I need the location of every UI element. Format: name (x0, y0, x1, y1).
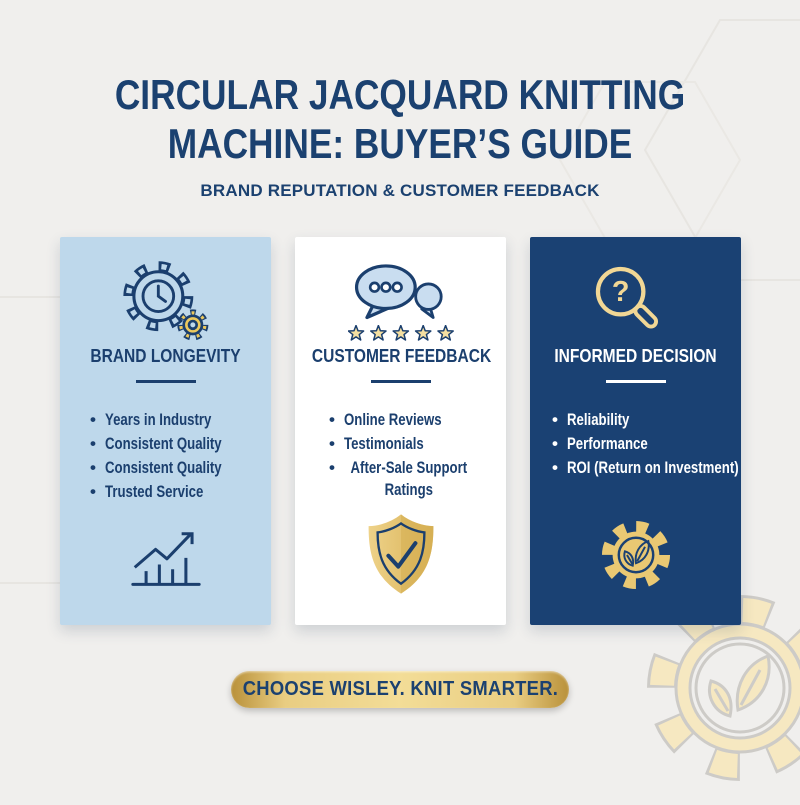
svg-text:?: ? (611, 275, 629, 308)
cta-banner (231, 671, 569, 708)
cta-banner-label: CHOOSE WISLEY. KNIT SMARTER. (242, 678, 558, 700)
gear-clock-icon (60, 253, 271, 347)
five-stars-icon (348, 325, 454, 342)
card-title: BRAND LONGEVITY (90, 345, 241, 366)
bullet-item: • Reliability (552, 409, 741, 431)
bullet-item: • After-Sale Support Ratings (329, 457, 506, 502)
cards-row (60, 237, 741, 625)
chat-bubbles-icon (349, 259, 453, 323)
card-customer-feedback (295, 237, 506, 625)
bullet-list (530, 409, 741, 480)
page-subtitle: BRAND REPUTATION & CUSTOMER FEEDBACK (200, 181, 600, 201)
bullet-item: • Testimonials (329, 433, 506, 455)
bullet-item: • Performance (552, 433, 741, 455)
page-title-line-1: CIRCULAR JACQUARD KNITTING (114, 71, 686, 118)
bullet-item: • Consistent Quality (90, 457, 271, 479)
card-brand-longevity (60, 237, 271, 625)
title-divider (136, 380, 196, 383)
header (0, 70, 800, 201)
gear-leaf-icon (530, 514, 741, 596)
card-title: INFORMED DECISION (554, 345, 717, 366)
bullet-item: • Trusted Service (90, 481, 271, 503)
bullet-item: • ROI (Return on Investment) (552, 457, 741, 479)
chat-bubbles-rating-icon (295, 253, 506, 347)
growth-chart-icon (60, 520, 271, 592)
page-title-line-2: MACHINE: BUYER’S GUIDE (167, 120, 633, 168)
bullet-item: • Consistent Quality (90, 433, 271, 455)
card-informed-decision (530, 237, 741, 625)
card-title: CUSTOMER FEEDBACK (311, 345, 492, 366)
shield-check-icon (295, 508, 506, 600)
bullet-list (295, 409, 506, 502)
bullet-list (60, 409, 271, 504)
bullet-item: • Years in Industry (90, 409, 271, 431)
title-divider (606, 380, 666, 383)
bullet-item: • Online Reviews (329, 409, 506, 431)
magnifier-question-icon (530, 253, 741, 347)
title-divider (371, 380, 431, 383)
